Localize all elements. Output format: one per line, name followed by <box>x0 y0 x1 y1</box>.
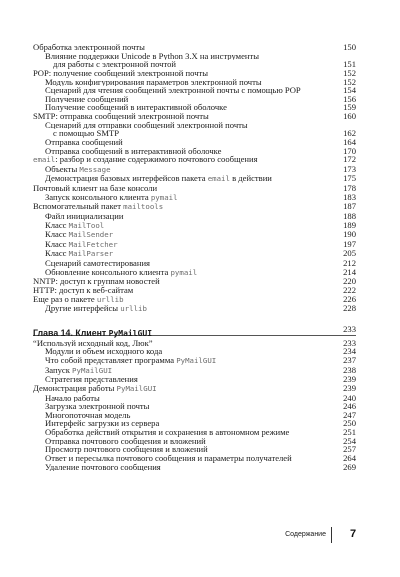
toc-entry[interactable] <box>33 286 356 295</box>
toc-entry-text: Влияние поддержки Unicode в Python 3.X на инструменты <box>45 51 260 61</box>
toc-entry[interactable] <box>33 375 356 384</box>
toc-entry-code: pymail <box>150 192 178 202</box>
toc-entry-page: 247 <box>343 409 356 420</box>
toc-entry[interactable] <box>33 347 356 356</box>
toc-entry-text: Класс <box>45 249 69 259</box>
toc-entry-title <box>33 147 356 156</box>
toc-entry-page: 214 <box>343 266 356 277</box>
table-of-contents <box>33 43 356 471</box>
toc-entry-title <box>33 286 356 295</box>
toc-entry-text: Многопоточная модель <box>45 410 131 420</box>
toc-entry[interactable] <box>33 419 356 428</box>
toc-entry-text: Отправка почтового сообщения и вложений <box>45 436 206 446</box>
page-footer <box>0 527 400 547</box>
toc-entry[interactable] <box>33 212 356 221</box>
chapter-title-prefix: Глава 14. Клиент <box>33 327 109 338</box>
toc-entry-text: Почтовый клиент на базе консоли <box>33 184 158 193</box>
chapter-title <box>33 328 152 338</box>
toc-entry-text: Отправка сообщений <box>45 137 123 147</box>
toc-entry-text: Объекты <box>45 164 80 174</box>
toc-entry-text: Сценарий самотестирования <box>45 259 151 268</box>
toc-entry-text: Файл инициализации <box>45 211 124 221</box>
toc-entry-page: 269 <box>343 461 356 472</box>
toc-entry[interactable] <box>33 240 356 250</box>
toc-entry[interactable] <box>33 304 356 314</box>
toc-entry[interactable] <box>33 69 356 78</box>
toc-entry-text: Демонстрация работы <box>33 383 117 393</box>
toc-entry[interactable] <box>33 394 356 403</box>
toc-entry-title <box>33 212 356 221</box>
toc-entry[interactable] <box>33 221 356 231</box>
toc-entry-text: Обновление консольного клиента <box>45 267 171 277</box>
toc-entry-page: 254 <box>343 435 356 446</box>
toc-entry-title <box>33 375 356 384</box>
toc-entry-title <box>33 43 356 52</box>
toc-entry-code: MailTool <box>68 220 105 230</box>
toc-entry-code: urllib <box>120 304 147 314</box>
toc-entry-page: 183 <box>343 191 356 202</box>
toc-entry-code: PyMailGUI <box>72 365 113 375</box>
toc-entry-page: 154 <box>343 85 356 96</box>
toc-entry-page: 152 <box>343 76 356 87</box>
toc-entry-code: email <box>33 155 56 165</box>
toc-entry-page: 228 <box>343 303 356 314</box>
toc-entry[interactable] <box>33 259 356 268</box>
toc-entry-text: Обработка электронной почты <box>33 43 145 52</box>
toc-entry-text: Отправка сообщений в интерактивной оболочке <box>45 146 222 156</box>
toc-entry[interactable] <box>33 174 356 184</box>
toc-entry[interactable] <box>33 165 356 175</box>
toc-entry-text: Ответ и пересылка почтового сообщения и параметры получателей <box>45 453 292 463</box>
toc-entry-text: Запуск <box>45 365 73 375</box>
toc-entry-code: PyMailGUI <box>116 383 157 393</box>
toc-entry-title <box>33 268 356 278</box>
toc-entry-title <box>33 52 356 61</box>
toc-entry-text: Загрузка электронной почты <box>45 402 150 411</box>
toc-entry-title <box>33 356 356 366</box>
toc-entry-page: 250 <box>343 418 356 429</box>
toc-entry-code: MailParser <box>68 249 114 259</box>
chapter-title-code: PyMailGUI <box>108 328 153 338</box>
toc-entry[interactable] <box>33 52 356 61</box>
toc-entry-title <box>33 304 356 314</box>
toc-entry-page: 212 <box>343 258 356 268</box>
toc-entry-text: Запуск консольного клиента <box>45 192 151 202</box>
toc-entry[interactable] <box>33 86 356 95</box>
toc-entry-text: Класс <box>45 239 69 249</box>
toc-entry-page: 238 <box>343 364 356 375</box>
toc-entry-text: Модули и объем исходного кода <box>45 347 163 356</box>
toc-entry-text: Класс <box>45 230 69 240</box>
toc-entry-title <box>33 165 356 175</box>
toc-entry-page: 222 <box>343 284 356 295</box>
toc-entry-title <box>33 249 356 259</box>
toc-entry[interactable] <box>33 437 356 446</box>
toc-entry-title <box>33 184 356 193</box>
toc-entry[interactable] <box>33 129 356 138</box>
toc-entry-text: Демонстрация базовых интерфейсов пакета <box>45 174 208 184</box>
toc-entry-title <box>33 86 356 95</box>
toc-entry-page: 178 <box>343 183 356 193</box>
toc-entry-page: 187 <box>343 201 356 212</box>
running-footer-label: Содержание <box>285 531 326 538</box>
toc-entry-text: Модуль конфигурирования параметров электронной почты <box>45 77 262 87</box>
toc-entry-title <box>33 384 356 394</box>
toc-entry-page: 159 <box>343 102 356 113</box>
toc-entry-title <box>33 138 356 147</box>
page-number: 7 <box>350 528 357 540</box>
toc-entry-code: PyMailGUI <box>176 356 217 365</box>
toc-entry[interactable] <box>33 155 356 165</box>
toc-entry[interactable] <box>33 428 356 437</box>
toc-entry[interactable] <box>33 339 356 348</box>
toc-entry[interactable] <box>33 463 356 472</box>
toc-entry-title <box>33 366 356 376</box>
toc-entry-page: 150 <box>343 42 356 52</box>
toc-entry-title <box>33 174 356 184</box>
toc-entry-title <box>33 155 356 165</box>
toc-entry-code: email <box>207 174 230 184</box>
toc-entry-page: 151 <box>343 59 356 70</box>
toc-entry-title <box>33 402 356 411</box>
toc-entry-text: Класс <box>45 220 69 230</box>
toc-entry-title <box>33 437 356 446</box>
toc-entry-text: Сценарий для чтения сообщений электронной почты с помощью POP <box>45 86 301 95</box>
toc-entry-text: Получение сообщений <box>45 94 129 104</box>
toc-entry-page: 172 <box>343 154 356 165</box>
toc-entry-text: HTTP: доступ к веб-сайтам <box>33 285 134 295</box>
toc-entry-page: 197 <box>343 238 356 249</box>
toc-entry[interactable] <box>33 193 356 203</box>
toc-entry[interactable] <box>33 121 356 130</box>
toc-entry-page: 156 <box>343 93 356 104</box>
toc-entry[interactable] <box>33 356 356 366</box>
toc-entry-code: MailFetcher <box>68 239 118 249</box>
toc-entry-page: 220 <box>343 276 356 287</box>
toc-entry[interactable] <box>33 184 356 193</box>
toc-entry-page: 190 <box>343 229 356 240</box>
toc-entry[interactable] <box>33 147 356 156</box>
toc-entry-title <box>33 463 356 472</box>
toc-entry-title <box>33 221 356 231</box>
toc-entry-title <box>33 121 356 130</box>
toc-entry-title <box>33 428 356 437</box>
toc-entry[interactable] <box>33 249 356 259</box>
toc-entry-title <box>33 95 356 104</box>
toc-entry[interactable] <box>33 277 356 286</box>
toc-entry-text: Стратегия представления <box>45 375 138 384</box>
toc-entry-title <box>33 445 356 454</box>
toc-entry-code: urllib <box>96 294 124 304</box>
toc-entry[interactable] <box>33 366 356 376</box>
toc-entry-title <box>33 202 356 212</box>
toc-entry-page: 240 <box>343 392 356 403</box>
toc-entry-text: Еще раз о пакете <box>33 294 97 304</box>
toc-entry-page: 173 <box>343 163 356 174</box>
toc-entry-title <box>33 347 356 356</box>
toc-entry-title <box>33 411 356 420</box>
toc-entry-page: 246 <box>343 401 356 412</box>
toc-entry-page: 189 <box>343 219 356 230</box>
toc-entry-title <box>33 60 356 69</box>
toc-entry-page: 264 <box>343 452 356 463</box>
toc-entry-page: 205 <box>343 248 356 259</box>
toc-entry[interactable] <box>33 202 356 212</box>
toc-entry-title <box>33 193 356 203</box>
toc-entry[interactable] <box>33 384 356 394</box>
toc-entry-title <box>33 240 356 250</box>
toc-entry-text: Интерфейс загрузки из сервера <box>45 419 160 428</box>
chapter-gap <box>33 314 356 323</box>
toc-entry-page: 237 <box>343 355 356 365</box>
toc-entry[interactable] <box>33 112 356 121</box>
toc-entry-text: Другие интерфейсы <box>45 304 121 314</box>
toc-entry-page: 226 <box>343 293 356 304</box>
toc-entry-page: 239 <box>343 382 356 393</box>
toc-entry-page: 152 <box>343 67 356 78</box>
toc-entry-page: 164 <box>343 136 356 147</box>
toc-entry-text: Получение сообщений в интерактивной оболочке <box>45 103 227 112</box>
toc-entry[interactable] <box>33 138 356 147</box>
toc-entry-page: 233 <box>343 337 356 348</box>
toc-entry-title <box>33 103 356 112</box>
toc-entry-title <box>33 230 356 240</box>
toc-entry-page: 162 <box>343 128 356 139</box>
toc-entry[interactable] <box>33 60 356 69</box>
toc-entry-text: “Используй исходный код, Люк” <box>33 338 153 348</box>
toc-entry-code: pymail <box>170 267 198 277</box>
toc-entry[interactable] <box>33 95 356 104</box>
toc-entry-text: Обработка действий открытия и сохранения в автономном режиме <box>45 428 290 437</box>
toc-entry-title <box>33 394 356 403</box>
toc-entry-text: Сценарий для отправки сообщений электронной почты <box>45 120 248 130</box>
toc-entry-text: : разбор и создание содержимого почтового сообщения <box>55 155 258 165</box>
toc-entry-code: MailSender <box>68 230 114 240</box>
toc-entry-text: с помощью SMTP <box>53 129 119 138</box>
toc-entry-text: SMTP: отправка сообщений электронной почты <box>33 112 209 121</box>
toc-list <box>33 43 356 314</box>
toc-entry-title <box>33 78 356 87</box>
toc-list-chapter-14 <box>33 339 356 471</box>
toc-entry-page: 239 <box>343 374 356 385</box>
toc-entry[interactable] <box>33 268 356 278</box>
chapter-heading[interactable] <box>33 323 356 336</box>
toc-entry-text: в действии <box>229 174 272 184</box>
toc-entry[interactable] <box>33 402 356 411</box>
toc-entry-title <box>33 295 356 305</box>
toc-entry-text: Удаление почтового сообщения <box>45 462 161 472</box>
toc-entry-page: 175 <box>343 173 356 184</box>
toc-entry[interactable] <box>33 295 356 305</box>
toc-entry-title <box>33 69 356 78</box>
toc-entry[interactable] <box>33 43 356 52</box>
toc-entry[interactable] <box>33 445 356 454</box>
toc-entry-title <box>33 277 356 286</box>
toc-entry-code: mailtools <box>123 202 164 212</box>
toc-entry-page: 251 <box>343 427 356 437</box>
toc-entry-page: 257 <box>343 444 356 455</box>
toc-entry-text: Просмотр почтового сообщения и вложений <box>45 445 208 454</box>
toc-entry-text: для работы с электронной почтой <box>53 60 176 69</box>
toc-entry-page: 188 <box>343 210 356 221</box>
toc-entry-page: 170 <box>343 145 356 156</box>
toc-entry-text: POP: получение сообщений электронной почты <box>33 68 209 78</box>
toc-entry-text: Начало работы <box>45 393 100 403</box>
toc-entry[interactable] <box>33 78 356 87</box>
toc-entry[interactable] <box>33 411 356 420</box>
toc-entry-title <box>33 454 356 463</box>
toc-entry-text: Вспомогательный пакет <box>33 202 124 212</box>
toc-entry[interactable] <box>33 230 356 240</box>
toc-entry-text: NNTP: доступ к группам новостей <box>33 277 160 286</box>
chapter-page-number: 233 <box>343 323 356 334</box>
footer-divider <box>331 527 332 543</box>
toc-entry[interactable] <box>33 103 356 112</box>
toc-entry-title <box>33 259 356 268</box>
toc-entry-page: 160 <box>343 111 356 121</box>
toc-entry[interactable] <box>33 454 356 463</box>
toc-entry-page: 234 <box>343 346 356 357</box>
toc-entry-title <box>33 112 356 121</box>
toc-entry-title <box>33 129 356 138</box>
toc-entry-code: Message <box>79 164 111 174</box>
toc-entry-title <box>33 339 356 348</box>
toc-entry-title <box>33 419 356 428</box>
toc-entry-text: Что собой представляет программа <box>45 356 177 365</box>
